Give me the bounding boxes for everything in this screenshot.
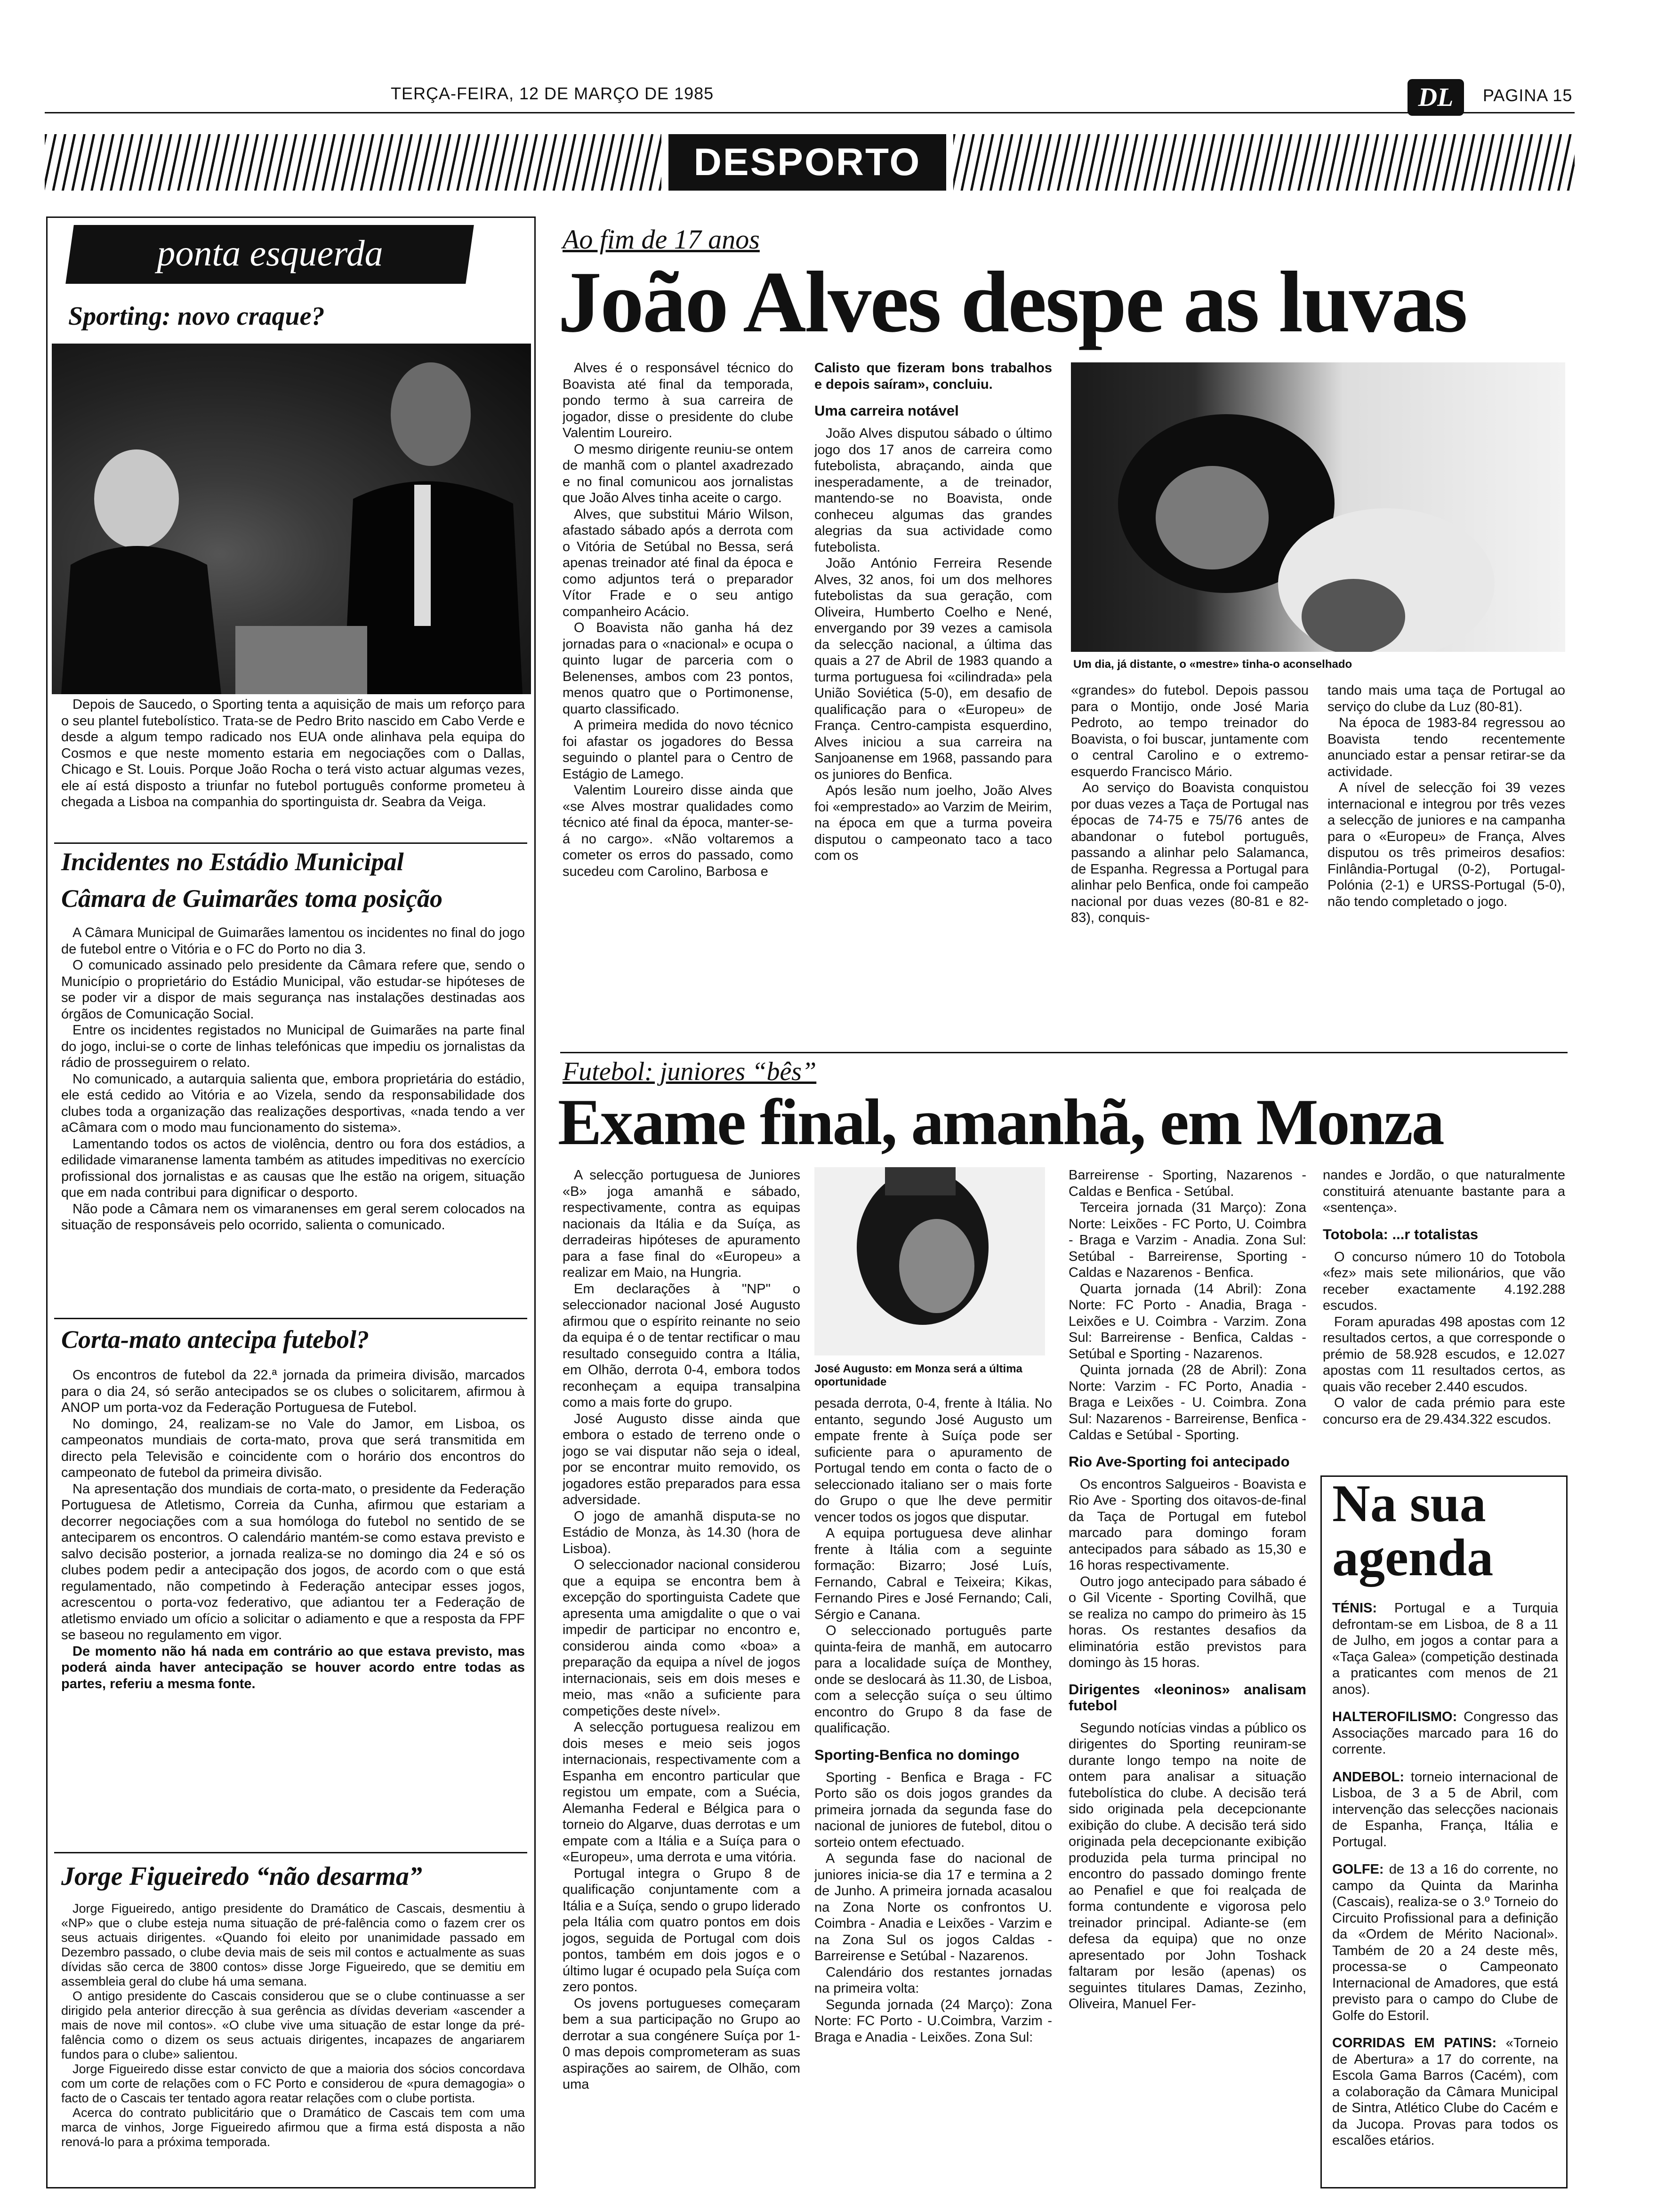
- alves-col1: [563, 360, 793, 1047]
- monza-kicker: Futebol: juniores “bês”: [563, 1057, 817, 1086]
- golfe-label: GOLFE:: [1332, 1862, 1384, 1877]
- corta-p4: De momento não há nada em contrário ao que estava previsto, mas poderá ainda haver antecipação se houver acordo entre todas as partes, referiu a mesma fonte.: [61, 1643, 525, 1691]
- monza-headline: Exame final, amanhã, em Monza: [558, 1086, 1443, 1159]
- agenda-halterofilismo: [1332, 1709, 1558, 1758]
- monza-c1-p6: A selecção portuguesa realizou em dois meses e meio seis jogos internacionais, respectivamente com a Espanha em encontro particular que registou um empate, com a Suécia, Alemanha Federal e Bélgica para o torneio do Algarve, duas derrotas e um empate com a Itália e a Suíça para o «Europeu», uma derrota e uma vitória.: [563, 1720, 800, 1865]
- corta-p2: No domingo, 24, realizam-se no Vale do Jamor, em Lisboa, os campeonatos mundiais de corta-mato, prova que será transmitida em directo pela Televisão e coincidente com o horário dos encontros do campeonato de futebol da primeira divisão.: [61, 1416, 525, 1480]
- incidentes-title: Incidentes no Estádio Municipal: [61, 848, 404, 876]
- incidentes-body: [61, 925, 525, 1297]
- alves-headline: João Alves despe as luvas: [558, 254, 1466, 351]
- monza-c3-p7: Segundo notícias vindas a público os dirigentes do Sporting reuniram-se durante longo tempo na noite de ontem para analisar a situação futebolística do clube. A decisão terá sido originada pela decepcionante exibição do clube. A decisão terá sido originada pela decepcionante exibição produzida pela turma principal no encontro do passado domingo frente ao Penafiel e que foi realçada de forma contundente e vigorosa pelo treinador principal. Adiante-se (em defesa da equipa) que no onze apresentado por John Toshack faltaram por lesão (apenas) os seguintes titulares Damas, Zezinho, Oliveira, Manuel Fer-: [1069, 1720, 1306, 2012]
- incidentes-p5: Lamentando todos os actos de violência, dentro ou fora dos estádios, a edilidade vimaranense lamenta também as atitudes impeditivas no exercício profissional dos jornalistas e as causas que lhe estão na origem, situação que em nada contribui para dignificar o desporto.: [61, 1136, 525, 1200]
- agenda-body: [1332, 1600, 1558, 2184]
- monza-c3-subhead1: Rio Ave-Sporting foi antecipado: [1069, 1453, 1290, 1470]
- corta-p3: Na apresentação dos mundiais de corta-mato, o presidente da Federação Portuguesa de Atletismo, Correia da Cunha, afirmou que estariam a decorrer negociações com a sua homóloga do futebol no sentido de se anteciparem os encontros. O calendário mantém-se como estava previsto e salvo decisão posterior, a jornada realiza-se no domingo dia 24 e só os clubes podem pedir a antecipação dos jogos, de acordo com o que está regulamentado, não competindo à Federação antecipar esses jogos, acrescentou o porta-voz federativo, que adiantou ter a Federação de atletismo enviado um ofício a solicitar o adiamento e que a resposta da FPF se baseou no regulamento em vigor.: [61, 1481, 525, 1643]
- andebol-label: ANDEBOL:: [1332, 1769, 1405, 1785]
- monza-c1-p5: O seleccionador nacional considerou que a equipa se encontra bem à excepção do sportinguista Cadete que apresenta uma amigdalite o que o vai impedir de participar no encontro e, considerou ainda como «boa» a preparação da equipa a nível de jogos internacionais, seis em dois meses e meio, mas «não a suficiente para competições deste nível».: [563, 1557, 800, 1719]
- alves-c1-p1: Alves é o responsável técnico do Boavista até final da temporada, pondo termo à sua carreira de jogador, disse o presidente do clube Valentim Loureiro.: [563, 361, 793, 441]
- monza-c1-p2: Em declarações à "NP" o seleccionador nacional José Augusto afirmou que o espírito reinante no seio da equipa é o de tentar rectificar o mau resultado conseguido contra a Itália, em Olhão, derrota 0-4, embora todos reconheçam a equipa transalpina como a mais forte do grupo.: [563, 1281, 800, 1410]
- alves-c1-p4: O Boavista não ganha há dez jornadas para o «nacional» e ocupa o quinto lugar de parceria com o Belenenses, ambos com 23 pontos, menos quatro que o Portimonense, quarto classificado.: [563, 620, 793, 717]
- tenis-text: Portugal e a Turquia defrontam-se em Lisboa, de 8 a 11 de Julho, em jogos a contar para a «Taça Galea» (competição destinada a praticantes com menos de 21 anos).: [1332, 1601, 1558, 1697]
- monza-c3-p2: Terceira jornada (31 Março): Zona Norte: Leixões - FC Porto, U. Coimbra - Braga e Varzim - Anadia. Zona Sul: Setúbal - Barreirense, Sporting - Caldas e Nazarenos - Benfica.: [1069, 1200, 1306, 1280]
- agenda-tenis: [1332, 1600, 1558, 1698]
- jorge-p3: Jorge Figueiredo disse estar convicto de que a maioria dos sócios concordava com um corte de relações com o FC Porto e considerou de «pura demagogia» o facto de o Cascais ter tentado agora reatar relações com o clube portista.: [61, 2062, 525, 2105]
- corridas-label: CORRIDAS EM PATINS:: [1332, 2036, 1497, 2051]
- agenda-corridas: [1332, 2035, 1558, 2149]
- monza-c2-p7: Segunda jornada (24 Março): Zona Norte: FC Porto - U.Coimbra, Varzim - Braga e Anadia - Leixões. Zona Sul:: [814, 1997, 1052, 2045]
- monza-c1-p8: Os jovens portugueses começaram bem a sua participação no Grupo ao derrotar a sua congénere Suíça por 1-0 mas depois comprometeram as suas aspirações ao sairem, de Olhão, com uma: [563, 1996, 800, 2092]
- monza-c1-p7: Portugal integra o Grupo 8 de qualificação conjuntamente com a Itália e a Suíça, sendo o grupo liderado pela Itália com quatro pontos em dois jogos, seguida de Portugal com dois pontos, também em dois jogos e o último lugar é ocupado pela Suíça com zero pontos.: [563, 1866, 800, 1995]
- alves-photo-svg: [1071, 362, 1565, 652]
- alves-col2: [814, 360, 1052, 1047]
- monza-photo: [814, 1167, 1045, 1355]
- newspaper-logo: [1408, 79, 1464, 116]
- agenda-golfe: [1332, 1861, 1558, 2024]
- jorge-p4: Acerca do contrato publicitário que o Dramático de Cascais tem com uma marca de vinhos, Jorge Figueiredo afirmou que a firma está disposta a não renová-lo para a próxima temporada.: [61, 2106, 525, 2149]
- monza-c2-p5: A segunda fase do nacional de juniores inicia-se dia 17 e termina a 2 de Junho. A primeira jornada acasalou na Zona Norte os confrontos U. Coimbra - Anadia e Leixões - Varzim e na Zona Sul os jogos Caldas - Barreirense e Setúbal - Nazarenos.: [814, 1851, 1052, 1964]
- monza-c3-subhead2: Dirigentes «leoninos» analisam futebol: [1069, 1681, 1306, 1714]
- monza-c1-p3: José Augusto disse ainda que embora o estado de terreno onde o jogo se vai disputar não seja o ideal, por se encontrar muito removido, os jogadores estão preparados para essa adversidade.: [563, 1411, 800, 1507]
- monza-col1: [563, 1167, 800, 2188]
- alves-c2-subhead: Uma carreira notável: [814, 402, 959, 419]
- sporting-photo-svg: [52, 344, 531, 694]
- golfe-text: de 13 a 16 do corrente, no campo da Quinta da Marinha (Cascais), realiza-se o 3.º Torneio do Circuito Profissional para a definição da «Ordem de Mérito Nacional». Também de 20 a 24 deste mês, processa-se o Campeonato Internacional de Amadores, que está previsto para o campo do Clube de Golfe do Estoril.: [1332, 1862, 1558, 2023]
- alves-c2-p4: Após lesão num joelho, João Alves foi «emprestado» ao Varzim de Meirim, na época em que a turma poveira disputou o campeonato taco a taco com os: [814, 783, 1052, 863]
- monza-col3: [1069, 1167, 1306, 2188]
- alves-col4: [1327, 682, 1565, 1047]
- monza-c1-p4: O jogo de amanhã disputa-se no Estádio de Monza, às 14.30 (hora de Lisboa).: [563, 1508, 800, 1556]
- monza-c4-p4: O valor de cada prémio para este concurso era de 29.434.322 escudos.: [1323, 1395, 1565, 1427]
- monza-c3-p4: Quinta jornada (28 de Abril): Zona Norte: Varzim - FC Porto, Anadia - Braga e Leixões - U. Coimbra. Zona Sul: Nazarenos - Barreirense, Benfica - Caldas e Setúbal - Sporting.: [1069, 1362, 1306, 1443]
- totobola-subhead: Totobola: ...r totalistas: [1323, 1226, 1479, 1242]
- banner-text: ponta esquerda: [157, 232, 383, 273]
- monza-c2-p4: Sporting - Benfica e Braga - FC Porto são os dois jogos grandes da primeira jornada da segunda fase do nacional de juniores de futebol, ditou o sorteio ontem efectuado.: [814, 1770, 1052, 1850]
- monza-c1-p1: A selecção portuguesa de Juniores «B» joga amanhã e sábado, respectivamente, contra as equipas nacionais da Itália e da Suíça, as derradeiras hipóteses de apuramento para a fase final do «Europeu» a realizar em Maio, na Hungria.: [563, 1168, 800, 1280]
- alves-c1-p2: O mesmo dirigente reuniu-se ontem de manhã com o plantel axadrezado e no final comunicou aos jornalistas que João Alves tinha aceite o cargo.: [563, 441, 793, 505]
- left-divider-1: [54, 842, 527, 844]
- monza-photo-caption: José Augusto: em Monza será a última oportunidade: [814, 1362, 1022, 1388]
- alves-c4-p2: Na época de 1983-84 regressou ao Boavista tendo recentemente anunciado estar a pensar retirar-se da actividade.: [1327, 715, 1565, 779]
- sporting-title: Sporting: novo craque?: [68, 302, 325, 331]
- tenis-label: TÉNIS:: [1332, 1601, 1377, 1616]
- corta-body: [61, 1367, 525, 1840]
- monza-c4-p3: Foram apuradas 498 apostas com 12 resultados certos, a que corresponde o prémio de 58.928 escudos, e 12.027 apostas com 11 resultados certos, as quais vão receber 2.440 escudos.: [1323, 1314, 1565, 1395]
- jorge-body: [61, 1901, 525, 2184]
- agenda-title-line2: agenda: [1332, 1529, 1494, 1587]
- alves-c3-p1: «grandes» do futebol. Depois passou para o Montijo, onde José Maria Pedroto, ao tempo treinador do Boavista, o foi buscar, juntamente com o central Carolino e o extremo-esquerdo Francisco Mário.: [1071, 683, 1309, 779]
- alves-c4-p1: tando mais uma taça de Portugal ao serviço do clube da Luz (80-81).: [1327, 683, 1565, 714]
- monza-photo-svg: [814, 1167, 1045, 1355]
- corta-p1: Os encontros de futebol da 22.ª jornada da primeira divisão, marcados para o dia 24, só serão antecipados se os clubes o solicitarem, afirmou à ANOP um porta-voz da Federação Portuguesa de Futebol.: [61, 1368, 525, 1415]
- agenda-andebol: [1332, 1769, 1558, 1851]
- monza-c2-p1: pesada derrota, 0-4, frente à Itália. No entanto, segundo José Augusto um empate frente à Suíça pode ser suficiente para o apuramento de Portugal tendo em conta o facto de o seleccionado italiano ser o mais forte do Grupo o que lhe deve permitir vencer todos os jogos que disputar.: [814, 1396, 1052, 1525]
- left-divider-3: [54, 1852, 527, 1853]
- corta-title: Corta-mato antecipa futebol?: [61, 1325, 369, 1354]
- monza-col4: [1323, 1167, 1565, 1473]
- halterofilismo-text: Congresso das Associações marcado para 16 do corrente.: [1332, 1709, 1558, 1757]
- monza-c2-p6: Calendário dos restantes jornadas na primeira volta:: [814, 1964, 1052, 1996]
- alves-col3: [1071, 682, 1309, 1047]
- alves-c2-p2: João Alves disputou sábado o último jogo dos 17 anos de carreira como futebolista, abraçando, ainda que inesperadamente, a de treinador, mantendo-se no Boavista, onde conheceu algumas das grandes alegrias da sua actividade como futebolista.: [814, 426, 1052, 555]
- incidentes-p1: A Câmara Municipal de Guimarães lamentou os incidentes no final do jogo de futebol entre o Vitória e o FC do Porto no dia 3.: [61, 925, 525, 957]
- monza-c3-p5: Os encontros Salgueiros - Boavista e Rio Ave - Sporting dos oitavos-de-final da Taça de Portugal em futebol marcado para domingo foram antecipados para sábado as 15,30 e 16 horas respectivamente.: [1069, 1476, 1306, 1573]
- alves-photo-caption: Um dia, já distante, o «mestre» tinha-o aconselhado: [1073, 658, 1352, 671]
- monza-col2: [814, 1395, 1052, 2188]
- alves-c1-p6: Valentim Loureiro disse ainda que «se Alves mostrar qualidades como técnico até final da época, manter-se-á no cargo». «Não voltaremos a cometer os erros do passado, como sucedeu com Carolino, Barbosa e: [563, 783, 793, 879]
- incidentes-p3: Entre os incidentes registados no Municipal de Guimarães na parte final do jogo, inclui-se o corte de linhas telefónicas que impediu os jornalistas da rádio de prosseguirem o relato.: [61, 1023, 525, 1070]
- alves-c1-p5: A primeira medida do novo técnico foi afastar os jogadores do Bessa seguindo o plantel para o Centro de Estágio de Lamego.: [563, 718, 793, 782]
- halterofilismo-label: HALTEROFILISMO:: [1332, 1709, 1457, 1724]
- monza-c2-p3: O seleccionado português parte quinta-feira de manhã, em autocarro para a localidade suíça de Monthey, onde se deslocará às 11.30, de Lisboa, com a selecção suíça o seu último encontro do Grupo 8 da fase de qualificação.: [814, 1623, 1052, 1736]
- monza-c3-p6: Outro jogo antecipado para sábado é o Gil Vicente - Sporting Covilhã, que se realiza no campo do primeiro às 15 horas. Os restantes desafios da eliminatória estão previstos para domingo às 15 horas.: [1069, 1574, 1306, 1670]
- masthead-rule: [45, 112, 1575, 113]
- jorge-p1: Jorge Figueiredo, antigo presidente do Dramático de Cascais, desmentiu à «NP» que o clube esteja numa situação de pré-falência como o fazem crer os seus actuais dirigentes. «Quando foi eleito por unanimidade passado em Dezembro passado, o clube devia mais de seis mil contos e actualmente as suas dívidas são cerca de 3800 contos» disse Jorge Figueiredo, que se demitiu em assembleia geral do clube há uma semana.: [61, 1901, 525, 1988]
- section-title: DESPORTO: [693, 141, 921, 184]
- monza-c3-p3: Quarta jornada (14 Abril): Zona Norte: FC Porto - Anadia, Braga - Leixões e U. Coimbra - Varzim. Zona Sul: Barreirense - Benfica, Caldas - Setúbal e Sporting - Nazarenos.: [1069, 1281, 1306, 1362]
- logo-letters: DL: [1418, 83, 1454, 112]
- sporting-photo: [52, 344, 531, 694]
- incidentes-p6: Não pode a Câmara nem os vimaranenses em geral serem colocados na situação de responsáveis pelo ocorrido, salienta o comunicado.: [61, 1201, 525, 1233]
- monza-c2-p2: A equipa portuguesa deve alinhar frente à Itália com a seguinte formação: Bizarro; José Luís, Fernando, Cabral e Teixeira; Kikas, Fernando Pires e José Fernando; Cali, Sérgio e Canana.: [814, 1526, 1052, 1622]
- header-stripe-right: [953, 134, 1575, 191]
- alves-bottom-rule: [560, 1052, 1568, 1053]
- andebol-text: torneio internacional de Lisboa, de 3 a 5 de Abril, com intervenção das selecções nacionais de Espanha, França, Itália e Portugal.: [1332, 1769, 1558, 1850]
- incidentes-subtitle: Câmara de Guimarães toma posição: [61, 884, 443, 913]
- incidentes-p2: O comunicado assinado pelo presidente da Câmara refere que, sendo o Município o proprietário do Estádio Municipal, vão estudar-se hipóteses de se poder vir a dispor de mais segurança nas instalações destinadas aos órgãos de Comunicação Social.: [61, 958, 525, 1022]
- date-line: TERÇA-FEIRA, 12 DE MARÇO DE 1985: [391, 84, 714, 103]
- incidentes-p4: No comunicado, a autarquia salienta que, embora proprietária do estádio, ele está cedido ao Vitória e ao Vizela, sendo da responsabilidade dos clubes toda a organização das realizações desportivas, «nada tendo a ver aCâmara com o modo mau funcionamento do sistema».: [61, 1071, 525, 1135]
- monza-c2-subhead: Sporting-Benfica no domingo: [814, 1746, 1020, 1763]
- alves-c2-p3: João António Ferreira Resende Alves, 32 anos, foi um dos melhores futebolistas da sua geração, com Oliveira, Humberto Coelho e Nené, envergando por 39 vezes a camisola da selecção nacional, a última das quais a 27 de Abril de 1983 quando a turma portuguesa foi «cilindrada» pela União Soviética (5-0), em desafio de qualificação para o «Europeu» de França. Centro-campista esquerdino, Alves iniciou a sua carreira na Sanjoanense em 1968, passando para os juniores do Benfica.: [814, 556, 1052, 782]
- header-stripe-left: [45, 134, 661, 191]
- corridas-text: «Torneio de Abertura» a 17 do corrente, na Escola Gama Barros (Cacém), com a colaboração da Câmara Municipal de Sintra, Atlético Clube do Cacém e da Jucopa. Provas para todos os escalões etários.: [1332, 2036, 1558, 2148]
- monza-c4-p2: O concurso número 10 do Totobola «fez» mais sete milionários, que vão receber exactamente 4.192.288 escudos.: [1323, 1249, 1565, 1313]
- jorge-title: Jorge Figueiredo “não desarma”: [61, 1862, 422, 1891]
- alves-kicker: Ao fim de 17 anos: [563, 224, 760, 255]
- monza-c4-p1: nandes e Jordão, o que naturalmente constituirá atenuante bastante para a «sentença».: [1323, 1168, 1565, 1215]
- sporting-paragraph: Depois de Saucedo, o Sporting tenta a aquisição de mais um reforço para o seu plantel futebolístico. Trata-se de Pedro Brito nascido em Cabo Verde e desde a algum tempo radicado nos EUA onde alinhava pela equipa do Cosmos e que neste momento estaria em negociações com o Dallas, Chicago e St. Louis. Porque João Rocha o terá visto actuar algumas vezes, ele aí está disposto a triunfar no futebol português conforme prometeu à chegada a Lisboa na companhia do sportinguista dr. Seabra da Veiga.: [61, 697, 525, 809]
- agenda-title-line1: Na sua: [1332, 1475, 1486, 1533]
- alves-c2-p1: Calisto que fizeram bons trabalhos e depois saíram», concluiu.: [814, 361, 1052, 392]
- monza-c3-p1: Barreirense - Sporting, Nazarenos - Caldas e Benfica - Setúbal.: [1069, 1168, 1306, 1199]
- sporting-body: [61, 697, 525, 810]
- alves-c3-p2: Ao serviço do Boavista conquistou por duas vezes a Taça de Portugal nas épocas de 74-75 e 75/76 antes de abandonar o futebol português, passando a alinhar pelo Salamanca, de Espanha. Regressa a Portugal para alinhar pelo Benfica, onde foi campeão nacional por duas vezes (80-81 e 82-83), conquis-: [1071, 780, 1309, 925]
- section-title-box: [668, 134, 946, 191]
- alves-c4-p3: A nível de selecção foi 39 vezes internacional e integrou por três vezes a selecção de juniores e na campanha para o «Europeu» de França, Alves disputou os três primeiros desafios: Finlândia-Portugal (0-2), Portugal-Polónia (2-1) e URSS-Portugal (5-0), não tendo completado o jogo.: [1327, 780, 1565, 909]
- jorge-p2: O antigo presidente do Cascais considerou que se o clube continuasse a ser dirigido pela anterior direcção à sua gerência as dívidas deveriam «ascender a mais de nove mil contos». «O clube vive uma situação de estar longe da pré-falência como o dizem os seus actuais dirigentes, incapazes de angariarem fundos para o clube» salientou.: [61, 1989, 525, 2061]
- left-divider-2: [54, 1318, 527, 1319]
- page-number: PAGINA 15: [1483, 86, 1573, 105]
- ponta-esquerda-banner: [65, 225, 474, 284]
- alves-photo: [1071, 362, 1565, 652]
- alves-c1-p3: Alves, que substitui Mário Wilson, afastado sábado após a derrota com o Vitória de Setúbal no Bessa, será apenas treinador até final da época e como adjuntos terá o preparador Vítor Frade e o seu antigo companheiro Acácio.: [563, 506, 793, 619]
